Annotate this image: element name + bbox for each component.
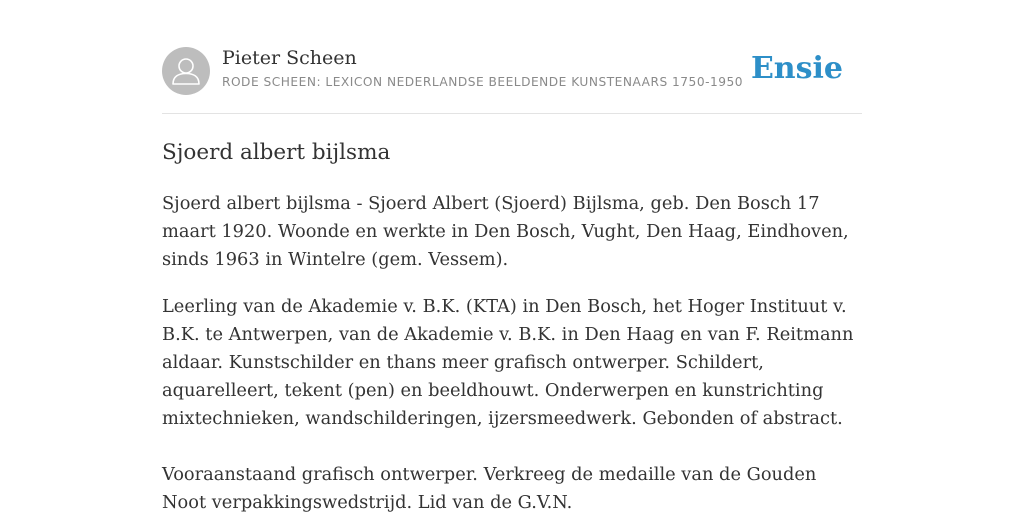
article-paragraph: Vooraanstaand grafisch ontwerper. Verkreeg de medaille van de Gouden Noot verpakkingswedstrijd. Lid van de G.V.N. xyxy=(162,464,817,513)
article-paragraph: Sjoerd albert bijlsma - Sjoerd Albert (Sjoerd) Bijlsma, geb. Den Bosch 17 maart 1920. Woonde en werkte in Den Bosch, Vught, Den Haag, Eindhoven, sinds 1963 in Wintelre (gem. Vessem). xyxy=(162,193,849,270)
author-avatar[interactable] xyxy=(162,47,210,95)
author-name[interactable]: Pieter Scheen xyxy=(222,47,357,69)
article-header xyxy=(162,0,862,114)
user-icon xyxy=(162,47,210,95)
article-title: Sjoerd albert bijlsma xyxy=(162,140,391,165)
source-title[interactable]: RODE SCHEEN: LEXICON NEDERLANDSE BEELDENDE KUNSTENAARS 1750-1950 xyxy=(222,75,743,89)
article-container xyxy=(162,0,862,513)
article-paragraph: Leerling van de Akademie v. B.K. (KTA) in Den Bosch, het Hoger Instituut v. B.K. te Antwerpen, van de Akademie v. B.K. in Den Haag en van F. Reitmann aldaar. Kunstschilder en thans meer grafisch ontwerper. Schildert, aquarelleert, tekent (pen) en beeldhouwt. Onderwerpen en kunstrichting mixtechnieken, wandschilderingen, ijzersmeedwerk. Gebonden of abstract. xyxy=(162,296,854,429)
ensie-logo[interactable]: Ensie xyxy=(750,51,843,86)
